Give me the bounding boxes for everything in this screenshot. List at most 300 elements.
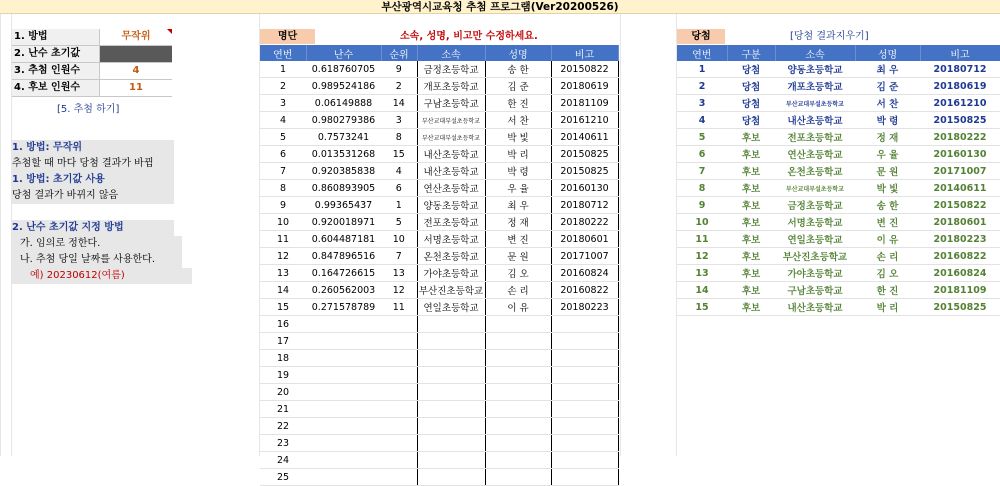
res-school-cell: 연일초등학교: [775, 231, 855, 248]
table-row: [260, 248, 618, 265]
note-random-desc: 추첨할 때 마다 당첨 결과가 바뀜: [12, 156, 174, 172]
setting-row-candidate-count: [12, 80, 172, 97]
col-header-rank: 순위: [381, 45, 417, 61]
res-school-cell: 내산초등학교: [775, 299, 855, 316]
name-cell[interactable]: 박 빛: [485, 129, 551, 146]
random-value-cell: [306, 401, 381, 418]
res-name-cell: 박 리: [855, 299, 920, 316]
draw-button[interactable]: [5. 추첨 하기]: [57, 104, 120, 115]
res-name-cell: 손 리: [855, 248, 920, 265]
table-row: [260, 401, 618, 418]
res-school-cell: 개포초등학교: [775, 78, 855, 95]
note-seed-desc: 당첨 결과가 바뀌지 않음: [12, 188, 174, 204]
note-cell[interactable]: 20161210: [551, 112, 618, 129]
table-row: [260, 231, 618, 248]
res-type-cell: 후보: [727, 163, 775, 180]
rank-cell: 4: [381, 163, 417, 180]
note-cell[interactable]: [551, 316, 618, 333]
table-row: [260, 452, 618, 469]
note-cell[interactable]: [551, 418, 618, 435]
rank-cell: 8: [381, 129, 417, 146]
result-row: [677, 163, 1000, 180]
participant-list: [260, 45, 618, 486]
row-no-cell: 9: [260, 197, 306, 214]
setting-label: 1. 방법: [12, 29, 100, 45]
res-school-cell: 부산교대부설초등학교: [775, 180, 855, 197]
random-value-cell: 0.260562003: [306, 282, 381, 299]
res-type-cell: 후보: [727, 129, 775, 146]
table-row: [260, 78, 618, 95]
res-no-cell: 3: [677, 95, 727, 112]
note-cell[interactable]: [551, 384, 618, 401]
rank-cell: 6: [381, 180, 417, 197]
row-no-cell: 2: [260, 78, 306, 95]
random-value-cell: [306, 452, 381, 469]
row-no-cell: 12: [260, 248, 306, 265]
results-tag: 당첨: [677, 29, 725, 44]
random-value-cell: 0.06149888: [306, 95, 381, 112]
result-row: [677, 146, 1000, 163]
res-school-cell: 서명초등학교: [775, 214, 855, 231]
res-header-name: 성명: [855, 45, 920, 61]
row-no-cell: 20: [260, 384, 306, 401]
note-cell[interactable]: [551, 333, 618, 350]
res-note-cell: 20161210: [920, 95, 1000, 112]
name-cell[interactable]: 우 율: [485, 180, 551, 197]
table-row: [260, 112, 618, 129]
name-cell[interactable]: 김 오: [485, 265, 551, 282]
random-value-cell: 0.980279386: [306, 112, 381, 129]
res-note-cell: 20180712: [920, 61, 1000, 78]
random-value-cell: [306, 469, 381, 486]
random-value-cell: [306, 367, 381, 384]
res-header-type: 구분: [727, 45, 775, 61]
note-cell[interactable]: 20150822: [551, 61, 618, 78]
note-method-random: 1. 방법: 무작위: [12, 140, 174, 156]
res-school-cell: 내산초등학교: [775, 112, 855, 129]
rank-cell: [381, 418, 417, 435]
res-no-cell: 8: [677, 180, 727, 197]
rank-cell: [381, 316, 417, 333]
res-type-cell: 당첨: [727, 78, 775, 95]
col-header-no: 연번: [260, 45, 306, 61]
random-value-cell: 0.013531268: [306, 146, 381, 163]
rank-cell: [381, 384, 417, 401]
res-school-cell: 양동초등학교: [775, 61, 855, 78]
note-cell[interactable]: 20171007: [551, 248, 618, 265]
row-no-cell: 16: [260, 316, 306, 333]
res-note-cell: 20160824: [920, 265, 1000, 282]
random-value-cell: [306, 418, 381, 435]
table-row: [260, 214, 618, 231]
res-name-cell: 박 빛: [855, 180, 920, 197]
note-cell[interactable]: 20150825: [551, 146, 618, 163]
res-note-cell: 20180222: [920, 129, 1000, 146]
res-name-cell: 변 진: [855, 214, 920, 231]
random-value-cell: 0.860893905: [306, 180, 381, 197]
list-header-row: [260, 45, 618, 61]
note-option-a: 가. 임의로 정한다.: [12, 236, 182, 252]
res-no-cell: 7: [677, 163, 727, 180]
name-cell[interactable]: 한 진: [485, 95, 551, 112]
name-cell[interactable]: [485, 350, 551, 367]
res-note-cell: 20180601: [920, 214, 1000, 231]
res-no-cell: 2: [677, 78, 727, 95]
result-row: [677, 248, 1000, 265]
table-row: [260, 95, 618, 112]
row-no-cell: 18: [260, 350, 306, 367]
row-no-cell: 13: [260, 265, 306, 282]
rank-cell: [381, 401, 417, 418]
res-type-cell: 후보: [727, 265, 775, 282]
note-cell[interactable]: 20180619: [551, 78, 618, 95]
app-title: 부산광역시교육청 추첨 프로그램(Ver20200526): [0, 0, 1000, 14]
table-row: [260, 61, 618, 78]
school-cell[interactable]: 연산초등학교: [417, 180, 485, 197]
name-cell[interactable]: 변 진: [485, 231, 551, 248]
name-cell[interactable]: 이 유: [485, 299, 551, 316]
res-header-no: 연번: [677, 45, 727, 61]
res-note-cell: 20180619: [920, 78, 1000, 95]
table-row: [260, 367, 618, 384]
res-note-cell: 20140611: [920, 180, 1000, 197]
setting-value: 무작위: [121, 31, 151, 42]
note-cell[interactable]: 20180222: [551, 214, 618, 231]
res-no-cell: 11: [677, 231, 727, 248]
res-note-cell: 20171007: [920, 163, 1000, 180]
candidate-count-input[interactable]: 11: [129, 82, 143, 93]
col-header-note: 비고: [551, 45, 618, 61]
res-no-cell: 13: [677, 265, 727, 282]
name-cell[interactable]: 김 준: [485, 78, 551, 95]
row-no-cell: 10: [260, 214, 306, 231]
setting-row-draw-count: [12, 63, 172, 80]
res-type-cell: 후보: [727, 299, 775, 316]
school-cell[interactable]: 전포초등학교: [417, 214, 485, 231]
name-cell[interactable]: [485, 316, 551, 333]
res-no-cell: 1: [677, 61, 727, 78]
grid-line: [0, 14, 1, 456]
school-cell[interactable]: [417, 401, 485, 418]
res-name-cell: 서 찬: [855, 95, 920, 112]
table-row: [260, 180, 618, 197]
note-cell[interactable]: [551, 469, 618, 486]
res-note-cell: 20160130: [920, 146, 1000, 163]
row-no-cell: 23: [260, 435, 306, 452]
school-cell[interactable]: 부산교대부설초등학교: [417, 129, 485, 146]
table-row: [260, 129, 618, 146]
school-cell[interactable]: 내산초등학교: [417, 146, 485, 163]
col-header-name: 성명: [485, 45, 551, 61]
res-type-cell: 당첨: [727, 95, 775, 112]
rank-cell: [381, 333, 417, 350]
note-cell[interactable]: 20140611: [551, 129, 618, 146]
table-row: [260, 469, 618, 486]
table-row: [260, 350, 618, 367]
row-no-cell: 6: [260, 146, 306, 163]
table-row: [260, 316, 618, 333]
rank-cell: 14: [381, 95, 417, 112]
name-cell[interactable]: 정 재: [485, 214, 551, 231]
row-no-cell: 4: [260, 112, 306, 129]
school-cell[interactable]: 연일초등학교: [417, 299, 485, 316]
school-cell[interactable]: 구남초등학교: [417, 95, 485, 112]
results-list: [677, 45, 1000, 316]
result-row: [677, 265, 1000, 282]
table-row: [260, 299, 618, 316]
school-cell[interactable]: [417, 350, 485, 367]
note-cell[interactable]: 20160822: [551, 282, 618, 299]
edit-instruction: 소속, 성명, 비고만 수정하세요.: [400, 31, 538, 42]
res-type-cell: 당첨: [727, 112, 775, 129]
random-value-cell: [306, 350, 381, 367]
method-select[interactable]: [100, 29, 172, 45]
res-no-cell: 10: [677, 214, 727, 231]
rank-cell: 10: [381, 231, 417, 248]
note-cell[interactable]: 20181109: [551, 95, 618, 112]
res-name-cell: 김 오: [855, 265, 920, 282]
res-type-cell: 후보: [727, 197, 775, 214]
res-school-cell: 구남초등학교: [775, 282, 855, 299]
grid-line: [620, 14, 621, 456]
draw-count-input[interactable]: 4: [132, 65, 140, 76]
table-row: [260, 282, 618, 299]
res-school-cell: 연산초등학교: [775, 146, 855, 163]
col-header-random: 난수: [306, 45, 381, 61]
results-header-row: [677, 45, 1000, 61]
note-cell[interactable]: 20150825: [551, 163, 618, 180]
note-cell[interactable]: [551, 350, 618, 367]
table-row: [260, 435, 618, 452]
name-cell[interactable]: [485, 333, 551, 350]
note-cell[interactable]: 20160824: [551, 265, 618, 282]
res-name-cell: 한 진: [855, 282, 920, 299]
row-no-cell: 24: [260, 452, 306, 469]
res-no-cell: 9: [677, 197, 727, 214]
result-row: [677, 129, 1000, 146]
random-value-cell: [306, 333, 381, 350]
school-cell[interactable]: 내산초등학교: [417, 163, 485, 180]
res-type-cell: 후보: [727, 146, 775, 163]
res-name-cell: 문 원: [855, 163, 920, 180]
table-row: [260, 384, 618, 401]
rank-cell: 5: [381, 214, 417, 231]
rank-cell: 12: [381, 282, 417, 299]
res-note-cell: 20150825: [920, 112, 1000, 129]
school-cell[interactable]: [417, 435, 485, 452]
rank-cell: 1: [381, 197, 417, 214]
result-row: [677, 180, 1000, 197]
note-cell[interactable]: 20180601: [551, 231, 618, 248]
res-school-cell: 부산진초등학교: [775, 248, 855, 265]
name-cell[interactable]: 손 리: [485, 282, 551, 299]
school-cell[interactable]: 개포초등학교: [417, 78, 485, 95]
row-no-cell: 14: [260, 282, 306, 299]
setting-label: 4. 후보 인원수: [12, 80, 100, 96]
row-no-cell: 19: [260, 367, 306, 384]
school-cell[interactable]: [417, 469, 485, 486]
result-row: [677, 299, 1000, 316]
school-cell[interactable]: 양동초등학교: [417, 197, 485, 214]
res-no-cell: 12: [677, 248, 727, 265]
table-row: [260, 333, 618, 350]
seed-input[interactable]: [100, 46, 172, 62]
res-name-cell: 최 우: [855, 61, 920, 78]
name-cell[interactable]: 박 리: [485, 146, 551, 163]
rank-cell: 9: [381, 61, 417, 78]
res-type-cell: 후보: [727, 231, 775, 248]
school-cell[interactable]: [417, 367, 485, 384]
res-note-cell: 20180223: [920, 231, 1000, 248]
res-school-cell: 금정초등학교: [775, 197, 855, 214]
note-cell[interactable]: [551, 401, 618, 418]
note-cell[interactable]: 20180712: [551, 197, 618, 214]
res-type-cell: 후보: [727, 214, 775, 231]
name-cell[interactable]: [485, 452, 551, 469]
name-cell[interactable]: 박 령: [485, 163, 551, 180]
setting-label: 2. 난수 초기값: [12, 46, 100, 62]
random-value-cell: 0.271578789: [306, 299, 381, 316]
note-option-b: 나. 추첨 당일 날짜를 사용한다.: [12, 252, 182, 268]
res-name-cell: 박 령: [855, 112, 920, 129]
res-note-cell: 20150822: [920, 197, 1000, 214]
rank-cell: 13: [381, 265, 417, 282]
row-no-cell: 1: [260, 61, 306, 78]
setting-row-seed: [12, 46, 172, 63]
res-no-cell: 5: [677, 129, 727, 146]
note-cell[interactable]: 20160130: [551, 180, 618, 197]
result-row: [677, 231, 1000, 248]
school-cell[interactable]: [417, 333, 485, 350]
rank-cell: [381, 469, 417, 486]
school-cell[interactable]: 가야초등학교: [417, 265, 485, 282]
random-value-cell: 0.920018971: [306, 214, 381, 231]
res-no-cell: 4: [677, 112, 727, 129]
name-cell[interactable]: 문 원: [485, 248, 551, 265]
table-row: [260, 265, 618, 282]
school-cell[interactable]: [417, 316, 485, 333]
clear-results-button[interactable]: [당첨 결과지우기]: [790, 31, 869, 42]
name-cell[interactable]: 서 찬: [485, 112, 551, 129]
name-cell[interactable]: [485, 435, 551, 452]
note-seed-howto: 2. 난수 초기값 지정 방법: [12, 220, 174, 236]
comment-marker-icon: [167, 29, 172, 34]
res-no-cell: 14: [677, 282, 727, 299]
rank-cell: 2: [381, 78, 417, 95]
row-no-cell: 11: [260, 231, 306, 248]
rank-cell: 7: [381, 248, 417, 265]
note-cell[interactable]: [551, 367, 618, 384]
random-value-cell: 0.920385838: [306, 163, 381, 180]
rank-cell: 15: [381, 146, 417, 163]
note-cell[interactable]: [551, 435, 618, 452]
rank-cell: [381, 452, 417, 469]
school-cell[interactable]: 온천초등학교: [417, 248, 485, 265]
row-no-cell: 25: [260, 469, 306, 486]
name-cell[interactable]: [485, 401, 551, 418]
school-cell[interactable]: [417, 418, 485, 435]
list-tag: 명단: [260, 29, 315, 44]
setting-label: 3. 추첨 인원수: [12, 63, 100, 79]
res-type-cell: 후보: [727, 180, 775, 197]
random-value-cell: 0.7573241: [306, 129, 381, 146]
res-no-cell: 6: [677, 146, 727, 163]
school-cell[interactable]: [417, 452, 485, 469]
res-school-cell: 부산교대부설초등학교: [775, 95, 855, 112]
res-name-cell: 정 재: [855, 129, 920, 146]
school-cell[interactable]: 서명초등학교: [417, 231, 485, 248]
row-no-cell: 21: [260, 401, 306, 418]
res-school-cell: 전포초등학교: [775, 129, 855, 146]
school-cell[interactable]: [417, 384, 485, 401]
result-row: [677, 197, 1000, 214]
res-name-cell: 송 한: [855, 197, 920, 214]
random-value-cell: [306, 384, 381, 401]
name-cell[interactable]: [485, 418, 551, 435]
row-no-cell: 5: [260, 129, 306, 146]
random-value-cell: 0.604487181: [306, 231, 381, 248]
res-school-cell: 가야초등학교: [775, 265, 855, 282]
res-type-cell: 당첨: [727, 61, 775, 78]
row-no-cell: 22: [260, 418, 306, 435]
result-row: [677, 95, 1000, 112]
rank-cell: [381, 435, 417, 452]
random-value-cell: 0.847896516: [306, 248, 381, 265]
rank-cell: [381, 367, 417, 384]
note-cell[interactable]: [551, 452, 618, 469]
name-cell[interactable]: 송 한: [485, 61, 551, 78]
row-no-cell: 8: [260, 180, 306, 197]
table-row: [260, 197, 618, 214]
random-value-cell: 0.164726615: [306, 265, 381, 282]
rank-cell: 11: [381, 299, 417, 316]
res-name-cell: 김 준: [855, 78, 920, 95]
res-note-cell: 20181109: [920, 282, 1000, 299]
table-row: [260, 163, 618, 180]
res-name-cell: 우 율: [855, 146, 920, 163]
school-cell[interactable]: 금정초등학교: [417, 61, 485, 78]
table-row: [260, 146, 618, 163]
res-school-cell: 온천초등학교: [775, 163, 855, 180]
result-row: [677, 61, 1000, 78]
setting-row-method: [12, 29, 172, 46]
note-method-seed: 1. 방법: 초기값 사용: [12, 172, 174, 188]
random-value-cell: 0.618760705: [306, 61, 381, 78]
table-row: [260, 418, 618, 435]
school-cell[interactable]: 부산교대부설초등학교: [417, 112, 485, 129]
rank-cell: [381, 350, 417, 367]
result-row: [677, 214, 1000, 231]
res-type-cell: 후보: [727, 248, 775, 265]
random-value-cell: [306, 435, 381, 452]
res-name-cell: 이 유: [855, 231, 920, 248]
note-cell[interactable]: 20180223: [551, 299, 618, 316]
row-no-cell: 17: [260, 333, 306, 350]
name-cell[interactable]: 최 우: [485, 197, 551, 214]
name-cell[interactable]: [485, 367, 551, 384]
res-header-note: 비고: [920, 45, 1000, 61]
res-type-cell: 후보: [727, 282, 775, 299]
result-row: [677, 78, 1000, 95]
name-cell[interactable]: [485, 469, 551, 486]
name-cell[interactable]: [485, 384, 551, 401]
rank-cell: 3: [381, 112, 417, 129]
random-value-cell: [306, 316, 381, 333]
school-cell[interactable]: 부산진초등학교: [417, 282, 485, 299]
res-header-school: 소속: [775, 45, 855, 61]
res-note-cell: 20150825: [920, 299, 1000, 316]
settings-panel: [12, 29, 172, 97]
